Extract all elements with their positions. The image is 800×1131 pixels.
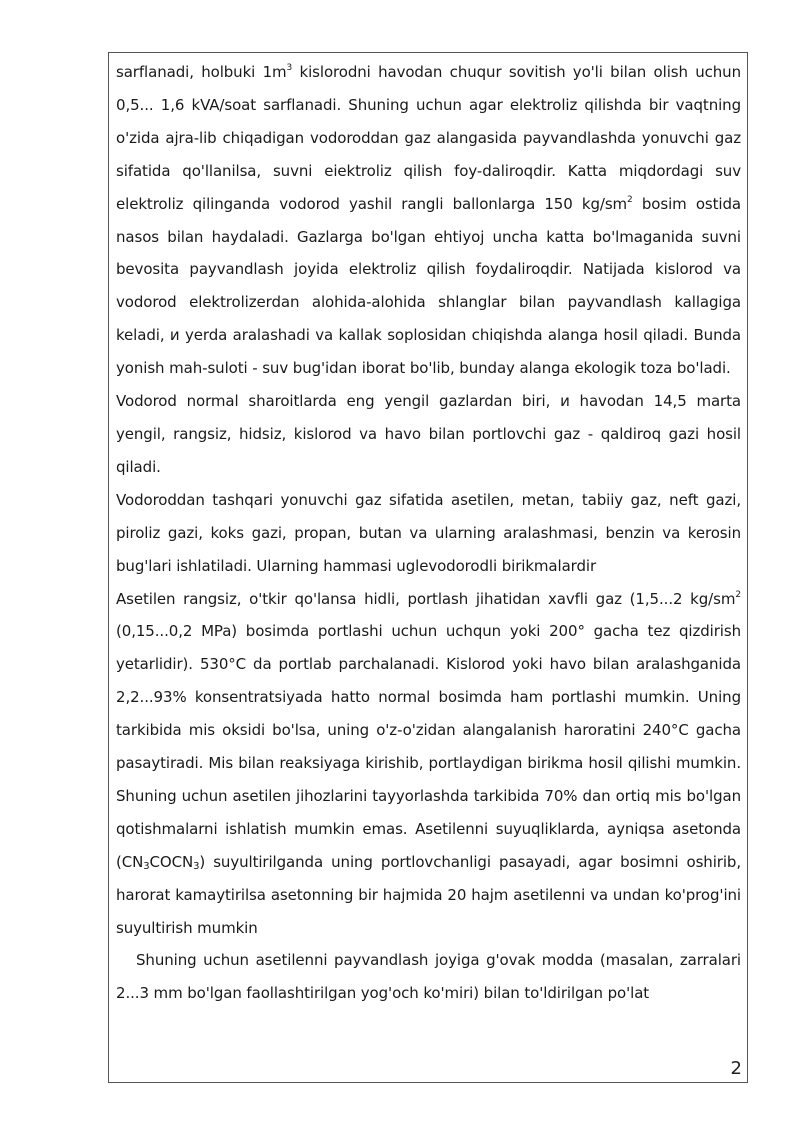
superscript: 2 <box>627 194 633 205</box>
subscript: 3 <box>143 860 150 872</box>
text-run: (0,15...0,2 MPa) bosimda portlashi uchun uchqun yoki 200° gacha tez qizdirish yetarlidir). 530°C da portlab parchalanadi. Kislorod yoki havo bilan aralashganida 2,2...93% konsentratsiyada hatto normal bosimda ham portlashi mumkin. Uning tarkibida mis oksidi bo'lsa, uning o'z-o'zidan alangalanish haroratini 240°C gacha pasaytiradi. Mis bilan reaksiyaga kirishib, portlaydigan birikma hosil qilishi mumkin. Shuning uchun asetilen jihozlarini tayyorlashda tarkibida 70% dan ortiq mis bo'lgan qotishmalarni ishlatish mumkin emas. Asetilenni suyuqliklarda, ayniqsa asetonda (CN <box>116 622 741 871</box>
paragraph-hydrogen: Vodorod normal sharoitlarda eng yengil gazlardan biri, и havodan 14,5 marta yengil, rangsiz, hidsiz, kislorod va havo bilan portlovchi gaz - qaldiroq gazi hosil qiladi. <box>116 392 741 476</box>
paragraph-acetylene-storage: Shuning uchun asetilenni payvandlash joyiga g'ovak modda (masalan, zarralari 2...3 mm bo'lgan faollashtirilgan yog'och ko'miri) bilan to'ldirilgan po'lat <box>116 951 741 1003</box>
text-run: Asetilen rangsiz, o'tkir qo'lansa hidli, portlash jihatidan xavfli gaz (1,5...2 kg/sm <box>116 589 736 608</box>
page-number: 2 <box>730 1058 742 1079</box>
text-run: bosim ostida nasos bilan haydaladi. Gazlarga bo'lgan ehtiyoj uncha katta bo'lmaganida suvni bevosita payvandlash joyida elektroliz qilish foydaliroqdir. Natijada kislorod va vodorod elektrolizerdan alohida-alohida shlanglar bilan payvandlash kallagiga keladi, и yerda aralashadi va kallak soplosidan chiqishda alanga hosil qiladi. Bunda yonish mah-suloti - suv bug'idan iborat bo'lib, bunday alanga ekologik toza bo'ladi. <box>116 194 741 378</box>
paragraph-acetylene <box>116 583 741 945</box>
text-run: sarflanadi, holbuki 1m <box>116 63 287 81</box>
document-body <box>116 56 741 1010</box>
subscript: 3 <box>193 860 200 872</box>
paragraph-electrolysis <box>116 56 741 385</box>
superscript: 2 <box>735 589 741 600</box>
text-run: ) suyultirilganda uning portlovchanligi pasayadi, agar bosimni oshirib, harorat kamaytirilsa asetonning bir hajmida 20 hajm asetilenni va undan ko'prog'ini suyultirish mumkin <box>116 852 741 937</box>
superscript: 3 <box>286 63 293 73</box>
text-run: kislorodni havodan chuqur sovitish yo'li bilan olish uchun 0,5... 1,6 kVA/soat sarflanadi. Shuning uchun agar elektroliz qilishda bir vaqtning o'zida ajra-lib chiqadigan vodoroddan gaz alangasida payvandlashda yonuvchi gaz sifatida qo'llanilsa, suvni eiektroliz qilish foy-daliroqdir. Katta miqdordagi suv elektroliz qilinganda vodorod yashil rangli ballonlarga 150 kg/sm <box>116 63 741 213</box>
paragraph-fuel-gases: Vodoroddan tashqari yonuvchi gaz sifatida asetilen, metan, tabiiy gaz, neft gazi, piroliz gazi, koks gazi, propan, butan va ularning aralashmasi, benzin va kerosin bug'lari ishlatiladi. Ularning hammasi uglevodorodli birikmalardir <box>116 490 741 575</box>
text-run: COCN <box>149 852 194 871</box>
